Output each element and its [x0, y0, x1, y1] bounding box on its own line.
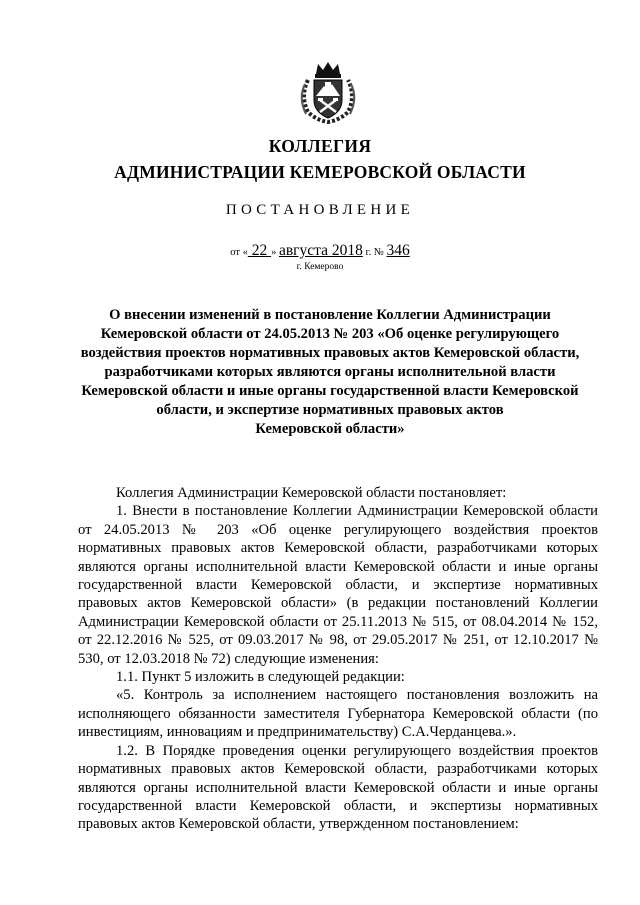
title-line: области, и экспертизе нормативных правовых актов [156, 402, 504, 418]
document-type: ПОСТАНОВЛЕНИЕ [225, 202, 415, 218]
body-paragraph: 1.2. В Порядке проведения оценки регулирующего воздействия проектов нормативных правовых актов Кемеровской области, разработчиками которых являются органы исполнительной власти Кемеровской области и иные органы государственной власти Кемеровской области, и экспертизы нормативных правовых актов Кемеровской области, утвержденном постановлением: [78, 742, 598, 833]
document-title [70, 306, 590, 439]
body-paragraph: 1.1. Пункт 5 изложить в следующей редакции: [116, 669, 405, 686]
org-name-line2: АДМИНИСТРАЦИИ КЕМЕРОВСКОЙ ОБЛАСТИ [114, 162, 526, 182]
date-number-line [0, 242, 640, 260]
body-paragraph: «5. Контроль за исполнением настоящего постановления возложить на исполняющего обязанности заместителя Губернатора Кемеровской области (по инвестициям, инновациям и предпринимательству) С.А.Черданцева.». [78, 687, 598, 741]
document-number: 346 [386, 242, 410, 259]
date-day: 22 [247, 242, 272, 259]
city-name: г. Кемерово [296, 262, 344, 272]
org-name-line1: КОЛЛЕГИЯ [268, 136, 372, 156]
body-paragraph: 1. Внести в постановление Коллегии Администрации Кемеровской области от 24.05.2013 № 203 «Об оценке регулирующего воздействия проектов нормативных правовых актов Кемеровской области, разработчиками которых являются органы исполнительной власти Кемеровской области и иные органы государственной власти Кемеровской области, и экспертизе нормативных правовых актов Кемеровской области» (в редакции постановлений Коллегии Администрации Кемеровской области от 25.11.2013 № 515, от 08.04.2014 № 152, от 22.12.2016 № 525, от 09.03.2017 № 98, от 29.05.2017 № 251, от 12.10.2017 № 530, от 12.03.2018 № 72) следующие изменения: [78, 503, 598, 667]
date-year-suffix: г. № [362, 247, 387, 258]
title-line: Кемеровской области от 24.05.2013 № 203 «Об оценке регулирующего [100, 326, 560, 342]
title-line: О внесении изменений в постановление Коллегии Администрации [109, 307, 551, 323]
document-body [78, 484, 598, 834]
date-month-year: августа 2018 [278, 242, 363, 259]
date-mid: » [271, 247, 279, 258]
title-line: разработчиками которых являются органы исполнительной власти [104, 364, 556, 380]
title-line: Кемеровской области» [255, 421, 405, 437]
body-paragraph: Коллегия Администрации Кемеровской области постановляет: [116, 485, 507, 501]
coat-of-arms-icon [296, 60, 360, 124]
title-line: воздействия проектов нормативных правовых актов Кемеровской области, [80, 345, 580, 361]
date-prefix: от « [230, 247, 248, 258]
title-line: Кемеровской области и иные органы государственной власти Кемеровской [81, 383, 579, 399]
